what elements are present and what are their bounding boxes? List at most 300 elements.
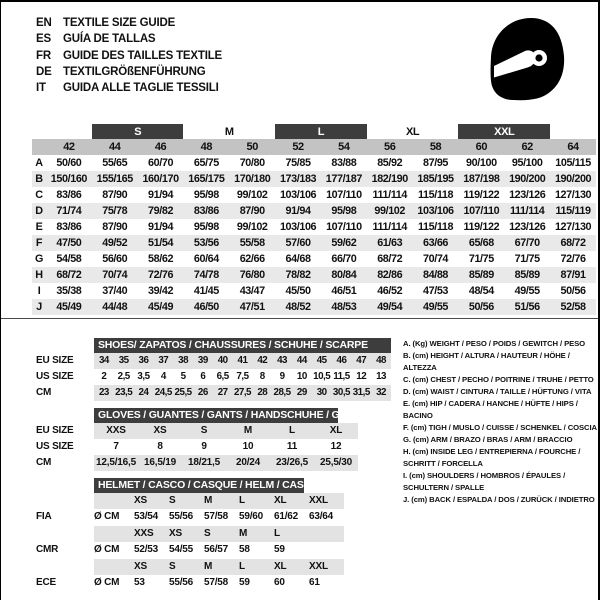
value-cell: 185/195 — [413, 171, 459, 187]
value-cell: 74/78 — [183, 267, 229, 283]
value-cell: 72/76 — [560, 253, 586, 265]
row-letter: D — [32, 203, 46, 219]
row-letter: J — [32, 299, 46, 315]
size-cell: L — [274, 527, 280, 539]
value-cell: 83/86 — [56, 189, 82, 201]
size-cell: XL — [274, 560, 287, 572]
value-cell: 177/187 — [321, 171, 367, 187]
value-cell: 68/72 — [377, 253, 403, 265]
diameter-unit: Ø CM — [94, 576, 120, 588]
helmet-size-row-CMR — [36, 526, 344, 542]
size-cell: XS — [134, 495, 147, 506]
helmet-table — [36, 478, 344, 591]
value-cell — [309, 542, 344, 558]
spacer-cell — [36, 493, 94, 509]
language-code: DE — [36, 65, 52, 78]
language-title: GUIDA ALLE TAGLIE TESSILI — [63, 82, 219, 95]
size-group-M: M — [224, 125, 234, 138]
value-cell: 48/52 — [275, 299, 321, 315]
size-cell: 58 — [413, 139, 459, 155]
value-cell: 76/80 — [229, 267, 275, 283]
legend-item: H. (cm) INSIDE LEG / ENTREPIERNA / FOURCHE / SCHRITT / FORCELLA — [403, 447, 581, 468]
value-cell: 83/86 — [56, 221, 82, 233]
size-band — [94, 559, 344, 575]
helmet-icon — [479, 11, 575, 107]
value-cell: 58 — [239, 544, 250, 556]
language-row — [36, 48, 222, 64]
value-cell: 25,5/30 — [320, 457, 352, 468]
value-cell: XXS — [106, 425, 126, 436]
value-cell: 16,5/19 — [144, 457, 176, 468]
value-cell: 10 — [296, 371, 307, 382]
value-cell: 65/75 — [193, 157, 219, 169]
value-cell: 60/64 — [193, 253, 219, 265]
value-cell: 127/130 — [554, 189, 592, 201]
size-cell: L — [239, 560, 245, 572]
value-cell: 52/58 — [550, 299, 596, 315]
value-cell: 8 — [157, 441, 163, 452]
value-cell: 99/102 — [236, 221, 268, 233]
language-row — [36, 64, 222, 80]
value-cell: 54/58 — [56, 253, 82, 265]
value-cell: 30 — [316, 387, 327, 398]
value-cell: S — [200, 425, 208, 436]
legend-item: F. (cm) TIGH / MUSLO / CUISSE / SCHENKEL / COSCIA — [403, 423, 597, 432]
measurement-row-B — [32, 171, 596, 187]
strip-row-cm — [36, 385, 391, 401]
value-cell: 45/50 — [285, 285, 311, 297]
value-cell: 123/126 — [509, 221, 546, 233]
value-cell: 85/89 — [504, 267, 550, 283]
value-cell: 91/94 — [148, 221, 174, 233]
language-title: TEXTILGRÖßENFÜHRUNG — [63, 65, 206, 78]
value-cell: 84/88 — [413, 267, 459, 283]
legend-item: G. (cm) ARM / BRAZO / BRAS / ARM / BRACCIO — [403, 435, 573, 444]
legend-item: A. (Kg) WEIGHT / PESO / POIDS / GEWITCH / PESO — [403, 339, 586, 348]
value-cell: 127/130 — [554, 221, 592, 233]
row-letter: E — [35, 221, 43, 233]
size-cell: M — [204, 495, 213, 506]
value-cell: 99/102 — [236, 189, 268, 201]
value-band — [94, 455, 358, 471]
measurement-row-E — [32, 219, 596, 235]
value-cell: 36 — [138, 355, 149, 366]
shoes-table — [36, 338, 391, 401]
value-cell: 39/42 — [148, 285, 174, 297]
value-cell: 3,5 — [137, 371, 150, 382]
measurement-row-G — [32, 251, 596, 267]
value-cell: 111/114 — [372, 221, 407, 233]
value-cell: 11,5 — [333, 371, 350, 382]
size-cell: 48 — [183, 139, 229, 155]
value-cell: 111/114 — [372, 189, 407, 201]
value-cell: 115/119 — [550, 203, 596, 219]
size-cell: 42 — [46, 139, 92, 155]
size-cell: 52 — [275, 139, 321, 155]
language-row — [36, 15, 222, 31]
language-code: EN — [36, 17, 52, 29]
value-cell: 68/72 — [46, 267, 92, 283]
value-cell: 47/53 — [423, 285, 449, 297]
row-letter: H — [32, 267, 46, 283]
spacer-cell — [36, 559, 94, 575]
size-cell: XL — [274, 495, 287, 506]
value-cell: 123/126 — [509, 189, 546, 201]
helmet-size-row-FIA — [36, 493, 344, 509]
value-cell: 9 — [201, 441, 207, 452]
size-band — [94, 526, 344, 542]
legend-item: I. (cm) SHOULDERS / HOMBROS / ÉPAULES / SCHULTERN / SPALLE — [403, 471, 566, 492]
value-band — [94, 439, 358, 455]
language-code: FR — [36, 49, 51, 62]
value-cell: 61 — [309, 576, 320, 588]
value-cell: 53 — [134, 576, 145, 588]
strip-row-us-size — [36, 439, 358, 455]
value-cell: 12 — [356, 371, 367, 382]
strip-row-us-size — [36, 369, 391, 385]
value-cell: 2 — [101, 371, 107, 382]
value-cell: 47/51 — [229, 299, 275, 315]
value-cell: 47/50 — [46, 235, 92, 251]
row-letter: B — [32, 171, 46, 187]
value-cell: 67/70 — [504, 235, 550, 251]
helmet-standard-row-CMR — [36, 542, 344, 558]
value-cell: 48/53 — [321, 299, 367, 315]
row-letter: I — [37, 285, 41, 297]
value-cell: 42 — [257, 355, 268, 366]
value-cell: 44/48 — [92, 299, 138, 315]
value-cell: 25,5 — [174, 387, 192, 398]
value-cell: 7,5 — [236, 371, 249, 382]
value-cell: 41 — [237, 355, 248, 366]
value-cell: 119/122 — [463, 189, 500, 201]
size-cell: 50 — [229, 139, 275, 155]
helmet-standard-row-FIA — [36, 509, 344, 525]
size-cell: 62 — [504, 139, 550, 155]
size-cell: S — [169, 495, 176, 506]
value-band — [94, 542, 344, 558]
gloves-title: GLOVES / GUANTES / GANTS / HANDSCHUHE / GUANTI — [94, 408, 338, 423]
value-cell: 85/89 — [458, 267, 504, 283]
value-cell: 119/122 — [463, 221, 500, 233]
value-cell: 103/106 — [413, 203, 459, 219]
value-cell: 65/68 — [458, 235, 504, 251]
standard-name: ECE — [36, 576, 56, 588]
value-cell: 9 — [279, 371, 285, 382]
value-cell: 87/90 — [102, 189, 128, 201]
value-cell: 55/65 — [102, 157, 128, 169]
size-group-S: S — [92, 124, 184, 139]
value-cell: 62/66 — [239, 253, 265, 265]
measurement-row-J — [32, 299, 596, 315]
standard-name: FIA — [36, 511, 52, 523]
value-cell: 91/94 — [275, 203, 321, 219]
row-letter: A — [35, 157, 43, 169]
value-cell: 107/110 — [458, 203, 504, 219]
value-cell: 23/26,5 — [276, 457, 308, 468]
size-cell: M — [239, 527, 248, 539]
language-title: GUÍA DE TALLAS — [63, 33, 156, 46]
value-cell: 11 — [286, 441, 298, 452]
value-cell: 95/98 — [193, 189, 219, 201]
value-cell: 75/78 — [92, 203, 138, 219]
size-header-row — [32, 139, 596, 155]
value-cell: 18/21,5 — [188, 457, 220, 468]
value-cell: 111/114 — [504, 203, 550, 219]
spacer-cell — [94, 526, 134, 542]
value-cell: 41/45 — [193, 285, 219, 297]
value-cell: 85/92 — [377, 157, 403, 169]
language-row — [36, 80, 222, 96]
spacer-cell — [550, 124, 596, 139]
value-cell: 32 — [376, 387, 386, 398]
measurement-row-A — [32, 155, 596, 171]
measurement-row-D — [32, 203, 596, 219]
value-cell: M — [243, 425, 253, 436]
row-label: US SIZE — [36, 441, 74, 452]
language-title: TEXTILE SIZE GUIDE — [63, 17, 176, 29]
value-cell: 51/56 — [504, 299, 550, 315]
size-group-L: L — [275, 124, 367, 139]
value-cell: 150/160 — [46, 171, 92, 187]
value-cell: 115/118 — [418, 221, 454, 233]
value-cell: 173/183 — [275, 171, 321, 187]
size-cell: XS — [134, 560, 147, 572]
language-title: GUIDE DES TAILLES TEXTILE — [63, 49, 222, 62]
size-cell: XS — [169, 527, 182, 539]
value-cell: 53/54 — [134, 511, 159, 523]
value-cell: 80/84 — [321, 267, 367, 283]
value-cell: 59/60 — [239, 511, 264, 523]
value-cell: 71/75 — [514, 253, 540, 265]
spacer-cell — [32, 124, 92, 139]
value-cell: 75/85 — [285, 157, 311, 169]
value-cell: 56/60 — [102, 253, 128, 265]
row-letter: F — [32, 235, 46, 251]
value-cell: 57/58 — [204, 576, 229, 588]
value-cell: 10,5 — [313, 371, 331, 382]
size-cell: 60 — [458, 139, 504, 155]
size-cell: 46 — [138, 139, 184, 155]
value-cell: 44 — [296, 355, 307, 366]
value-cell: 170/180 — [229, 171, 275, 187]
spacer-cell — [32, 139, 46, 155]
value-cell: 13 — [376, 371, 386, 382]
value-cell: 60/70 — [148, 157, 174, 169]
value-cell: 165/175 — [183, 171, 229, 187]
value-cell: 115/118 — [418, 189, 454, 201]
value-cell: 12 — [330, 441, 342, 452]
value-cell: L — [289, 425, 295, 436]
value-cell: 63/66 — [413, 235, 459, 251]
value-cell: 56/57 — [204, 544, 229, 556]
value-cell: 48 — [376, 355, 386, 366]
value-cell: 27 — [217, 387, 228, 398]
value-cell: 190/200 — [550, 171, 596, 187]
value-cell: 190/200 — [504, 171, 550, 187]
value-cell: 37/40 — [102, 285, 128, 297]
value-cell: 95/98 — [193, 221, 219, 233]
value-cell: 53/56 — [183, 235, 229, 251]
value-cell: 45/49 — [138, 299, 184, 315]
value-cell: 59 — [239, 576, 250, 588]
language-list — [36, 15, 222, 96]
value-cell: 105/115 — [555, 157, 591, 169]
value-cell: 6 — [200, 371, 206, 382]
value-cell: 37 — [158, 355, 169, 366]
value-cell: 71/75 — [468, 253, 494, 265]
value-cell: 46/50 — [183, 299, 229, 315]
size-cell: 44 — [92, 139, 138, 155]
row-letter: C — [35, 189, 43, 201]
value-cell: 49/55 — [514, 285, 540, 297]
value-cell: 99/102 — [367, 203, 413, 219]
value-cell: 49/55 — [413, 299, 459, 315]
standard-name: CMR — [36, 544, 59, 556]
value-cell: 78/82 — [275, 267, 321, 283]
size-cell: L — [239, 495, 245, 506]
value-cell: 39 — [197, 355, 208, 366]
value-cell: XL — [329, 425, 343, 436]
size-cell: S — [204, 527, 211, 539]
value-cell: 43/47 — [239, 285, 265, 297]
value-cell: 34 — [98, 355, 109, 366]
legend-item: E. (cm) HIP / CADERA / HANCHE / HÜFTE / HIPS / BACINO — [403, 399, 578, 420]
value-cell: 160/170 — [138, 171, 184, 187]
value-cell: 50/60 — [56, 157, 82, 169]
value-cell: 8 — [259, 371, 265, 382]
value-cell: 107/110 — [326, 189, 362, 201]
value-cell: 28,5 — [273, 387, 291, 398]
row-label: EU SIZE — [36, 355, 74, 366]
value-cell: 23 — [98, 387, 109, 398]
value-cell: 55/58 — [229, 235, 275, 251]
size-cell: XXS — [134, 527, 154, 539]
value-cell: XS — [153, 425, 167, 436]
value-cell: 50/56 — [560, 285, 586, 297]
spacer-cell — [94, 559, 134, 575]
value-cell: 48/54 — [468, 285, 494, 297]
spacer-cell — [94, 493, 134, 509]
value-cell: 71/74 — [46, 203, 92, 219]
value-cell: 29 — [296, 387, 307, 398]
measurement-row-H — [32, 267, 596, 283]
value-cell: 103/106 — [279, 221, 317, 233]
value-cell: 57/58 — [204, 511, 229, 523]
value-band — [94, 423, 358, 439]
value-cell: 49/54 — [367, 299, 413, 315]
strip-row-cm — [36, 455, 358, 471]
gloves-table — [36, 408, 371, 471]
value-cell: 23,5 — [115, 387, 133, 398]
measurement-row-I — [32, 283, 596, 299]
value-cell: 12,5/16,5 — [96, 457, 136, 468]
value-cell: 70/80 — [239, 157, 265, 169]
value-cell: 72/76 — [138, 267, 184, 283]
value-cell: 55/56 — [169, 511, 194, 523]
value-cell: 70/74 — [92, 267, 138, 283]
row-label: EU SIZE — [36, 425, 74, 436]
value-cell: 107/110 — [326, 221, 362, 233]
measurement-legend — [403, 338, 597, 506]
legend-item: C. (cm) CHEST / PECHO / POITRINE / TRUHE / PETTO — [403, 375, 594, 384]
size-group-XL: XL — [405, 125, 420, 138]
value-cell: 49/52 — [92, 235, 138, 251]
value-cell: 87/91 — [550, 267, 596, 283]
value-cell: 27,5 — [233, 387, 252, 398]
value-cell: 182/190 — [367, 171, 413, 187]
value-cell: 40 — [217, 355, 228, 366]
value-cell: 63/64 — [309, 511, 334, 523]
measurement-row-F — [32, 235, 596, 251]
legend-item: D. (cm) WAIST / CINTURA / TAILLE / HÜFTUNG / VITA — [403, 387, 592, 396]
value-band — [94, 353, 391, 369]
value-cell: 51/54 — [138, 235, 184, 251]
size-cell: XXL — [309, 495, 328, 506]
legend-item: B. (cm) HEIGHT / ALTURA / HAUTEUR / HÖHE / ALTEZZA — [403, 351, 570, 372]
value-cell: 57/60 — [275, 235, 321, 251]
shoes-rows — [36, 353, 391, 401]
value-cell: 47 — [356, 355, 367, 366]
value-cell: 155/165 — [92, 171, 138, 187]
size-group-row — [32, 124, 596, 139]
value-cell: 70/74 — [423, 253, 449, 265]
value-cell: 2,5 — [117, 371, 130, 382]
value-cell: 46/51 — [331, 285, 357, 297]
legend-item: J. (cm) BACK / ESPALDA / DOS / ZURÜCK / INDIETRO — [403, 495, 595, 504]
value-cell: 91/94 — [148, 189, 174, 201]
value-cell: 43 — [277, 355, 288, 366]
value-cell: 103/106 — [279, 189, 317, 201]
measurement-row-C — [32, 187, 596, 203]
value-cell: 28 — [257, 387, 268, 398]
value-cell: 90/100 — [466, 157, 497, 169]
helmet-size-row-ECE — [36, 559, 344, 575]
row-label: CM — [36, 387, 52, 398]
helmet-title: HELMET / CASCO / CASQUE / HELM / CASCO — [94, 478, 304, 493]
value-cell: 54/55 — [169, 544, 194, 556]
value-band — [94, 369, 391, 385]
spacer-cell — [36, 526, 94, 542]
value-cell: 95/100 — [511, 157, 543, 169]
value-cell: 35/38 — [56, 285, 82, 297]
helmet-standard-row-ECE — [36, 575, 344, 591]
value-cell: 66/70 — [331, 253, 357, 265]
size-cell: M — [204, 560, 213, 572]
strip-row-eu-size — [36, 353, 391, 369]
value-band — [94, 385, 391, 401]
value-cell: 50/56 — [458, 299, 504, 315]
row-letter: G — [35, 253, 43, 265]
value-cell: 82/86 — [367, 267, 413, 283]
helmet-rows — [36, 493, 344, 591]
value-band — [94, 509, 344, 525]
diameter-unit: Ø CM — [94, 544, 120, 556]
value-cell: 64/68 — [285, 253, 311, 265]
value-cell: 87/90 — [102, 221, 128, 233]
value-cell: 7 — [113, 441, 119, 452]
size-cell: 56 — [367, 139, 413, 155]
size-cell: S — [169, 560, 176, 572]
value-cell: 24 — [138, 387, 149, 398]
language-code: ES — [36, 33, 51, 46]
value-cell: 60 — [274, 576, 285, 588]
value-cell: 45 — [316, 355, 327, 366]
value-cell: 4 — [160, 371, 166, 382]
main-size-table — [32, 124, 596, 315]
language-row — [36, 31, 222, 47]
size-group-XXL: XXL — [458, 124, 550, 139]
